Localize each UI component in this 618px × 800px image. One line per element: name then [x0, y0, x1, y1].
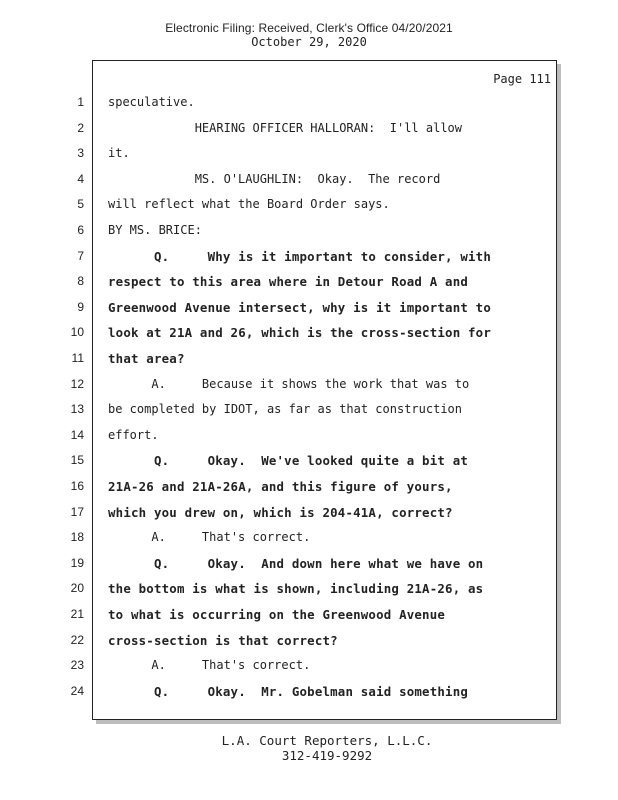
transcript-line-text: the bottom is what is shown, including 21A-26, as	[108, 581, 484, 597]
line-number: 16	[70, 479, 84, 493]
transcript-line-text: A. That's correct.	[108, 530, 311, 545]
transcript-line-text: cross-section is that correct?	[108, 632, 338, 648]
line-number: 4	[77, 171, 84, 186]
line-number: 9	[77, 299, 84, 314]
transcript-line-text: Q. Okay. And down here what we have on	[108, 555, 484, 571]
line-number: 1	[77, 95, 84, 109]
transcript-line-text: effort.	[108, 427, 159, 442]
line-number: 14	[70, 427, 84, 442]
transcript-line-text: HEARING OFFICER HALLORAN: I'll allow	[108, 120, 463, 135]
transcript-line-text: which you drew on, which is 204-41A, correct?	[108, 504, 453, 520]
line-number: 20	[70, 581, 84, 596]
line-number: 23	[70, 658, 84, 673]
line-number: 15	[70, 453, 84, 468]
line-number: 18	[70, 530, 84, 545]
line-number: 6	[77, 223, 84, 237]
transcript-line-text: MS. O'LAUGHLIN: Okay. The record	[108, 171, 441, 186]
line-number: 8	[77, 274, 84, 289]
court-reporter-phone: 312-419-9292	[281, 748, 373, 763]
transcript-line-text: A. That's correct.	[108, 658, 311, 673]
line-number: 21	[70, 607, 84, 621]
page-number: Page 111	[493, 72, 551, 86]
transcript-line-text: Q. Why is it important to consider, with	[108, 248, 491, 264]
line-number: 17	[70, 504, 84, 519]
transcript-line-text: speculative.	[108, 95, 195, 109]
line-number: 11	[71, 351, 84, 365]
transcript-line-text: be completed by IDOT, as far as that construction	[108, 402, 463, 417]
line-number: 12	[70, 376, 84, 391]
line-number: 19	[70, 555, 84, 570]
transcript-line-text: Q. Okay. We've looked quite a bit at	[108, 453, 469, 469]
filing-stamp: Electronic Filing: Received, Clerk's Office 04/20/2021	[165, 21, 453, 35]
line-number: 5	[77, 197, 84, 212]
transcript-line-text: it.	[108, 146, 130, 161]
transcript-line-text: that area?	[108, 351, 185, 366]
line-number: 3	[77, 146, 84, 161]
court-reporter-name: L.A. Court Reporters, L.L.C.	[221, 733, 433, 748]
transcript-line-text: A. Because it shows the work that was to	[108, 376, 470, 391]
transcript-line-text: Greenwood Avenue intersect, why is it important to	[108, 299, 491, 315]
transcript-line-text: look at 21A and 26, which is the cross-section for	[108, 325, 491, 341]
transcript-date: October 29, 2020	[251, 35, 367, 49]
transcript-line-text: BY MS. BRICE:	[108, 223, 202, 237]
line-number: 22	[70, 632, 84, 647]
line-number: 13	[70, 402, 84, 417]
line-number: 24	[70, 683, 84, 698]
line-number: 10	[70, 325, 84, 340]
line-number: 7	[77, 248, 84, 263]
transcript-line-text: to what is occurring on the Greenwood Avenue	[108, 607, 446, 622]
transcript-line-text: respect to this area where in Detour Road A and	[108, 274, 469, 290]
transcript-line-text: Q. Okay. Mr. Gobelman said something	[108, 683, 469, 699]
transcript-line-text: will reflect what the Board Order says.	[108, 197, 390, 212]
transcript-line-text: 21A-26 and 21A-26A, and this figure of yours,	[108, 479, 453, 494]
line-number: 2	[77, 120, 84, 135]
